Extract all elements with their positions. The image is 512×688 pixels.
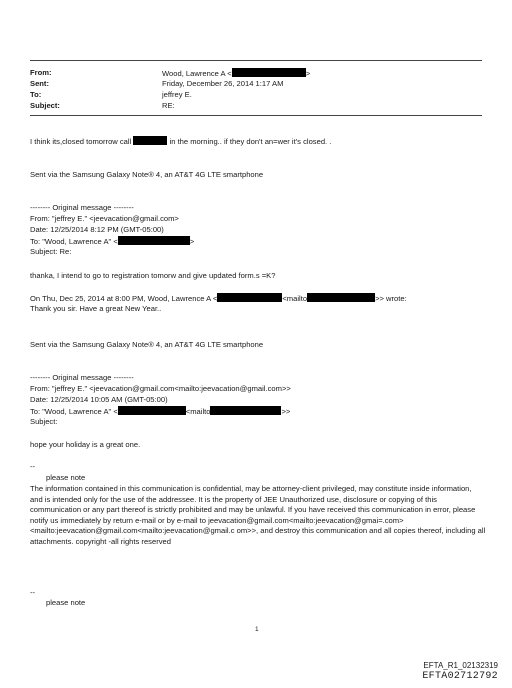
separator-dashes: -- [30, 588, 36, 597]
to-label: To: [30, 90, 42, 99]
orig-subject: Subject: Re: [30, 247, 72, 256]
redaction-block [210, 406, 281, 415]
footer-id-2: EFTA02712792 [422, 671, 498, 682]
orig-date: Date: 12/25/2014 10:05 AM (GMT-05:00) [30, 395, 168, 404]
sent-value: Friday, December 26, 2014 1:17 AM [162, 79, 284, 88]
header-top-rule [30, 60, 482, 61]
signature-line: Sent via the Samsung Galaxy Note® 4, an AT&T 4G LTE smartphone [30, 170, 264, 179]
message-body: thanka, I intend to go to registration tomorw and give updated form.s =K? [30, 271, 276, 280]
to-value: jeffrey E. [162, 90, 192, 99]
orig-to [30, 236, 194, 247]
orig-from: From: "jeffrey E." <jeevacation@gmail.com> [30, 214, 179, 223]
signature-line: Sent via the Samsung Galaxy Note® 4, an AT&T 4G LTE smartphone [30, 340, 264, 349]
original-message-marker: -------- Original message -------- [30, 203, 134, 212]
orig-to-suffix: > [189, 237, 195, 246]
from-name: Wood, Lawrence A < [162, 69, 232, 78]
from-label: From: [30, 68, 52, 77]
orig-to-suffix: >> [281, 407, 291, 416]
from-value [162, 68, 310, 79]
please-note-heading: please note [46, 598, 86, 607]
original-message-marker: -------- Original message -------- [30, 373, 134, 382]
disclaimer-text: The information contained in this communication is confidential, may be attorney-client privileged, may constitute inside information, and is intended only for the use of the addressee. It is the property of JEE Unauthorized use, disclosure or copying of this communication or any part thereof is strictly prohibited and may be unlawful. If you have received this communication in error, please notify us immediately by return e-mail or by e-mail to jeevacation@gmail.com<mailto:jeevacation@gmai=.com><mailto:jeevacation@gmail.com<mailto:jeevacation@gmail.c om>>, and destroy this communication and all copies thereof, including all attachments. copyright -all rights reserved [30, 484, 486, 546]
reply-line-a: I think its,closed tomorrow call [30, 137, 132, 146]
redaction-block [118, 236, 190, 245]
quote-line [30, 293, 407, 304]
redaction-block [232, 68, 306, 77]
orig-to-mailto: <mailto [185, 407, 211, 416]
quote-intro: On Thu, Dec 25, 2014 at 8:00 PM, Wood, Lawrence A < [30, 294, 218, 303]
reply-line-b: in the morning.. if they don't an=wer it's closed. . [169, 137, 332, 146]
orig-to-name: To: "Wood, Lawrence A" < [30, 407, 118, 416]
quote-wrote: >> wrote: [375, 294, 407, 303]
reply-body [30, 136, 331, 147]
subject-label: Subject: [30, 101, 60, 110]
orig-from: From: "jeffrey E." <jeevacation@gmail.com<mailto:jeevacation@gmail.com>> [30, 384, 291, 393]
sent-label: Sent: [30, 79, 49, 88]
message-body: hope your holiday is a great one. [30, 440, 141, 449]
header-bottom-rule [30, 115, 482, 116]
orig-date: Date: 12/25/2014 8:12 PM (GMT-05:00) [30, 225, 164, 234]
orig-subject: Subject: [30, 417, 58, 426]
from-suffix: > [305, 69, 311, 78]
footer-id-1: EFTA_R1_02132319 [423, 661, 498, 670]
quote-thanks: Thank you sir. Have a great New Year.. [30, 304, 162, 313]
orig-to [30, 406, 290, 417]
separator-dashes: -- [30, 462, 36, 471]
orig-to-name: To: "Wood, Lawrence A" < [30, 237, 118, 246]
please-note-heading: please note [46, 473, 86, 482]
redaction-block [133, 136, 167, 145]
page-number: 1 [255, 626, 259, 633]
redaction-block [217, 293, 282, 302]
redaction-block [118, 406, 186, 415]
redaction-block [307, 293, 375, 302]
subject-value: RE: [162, 101, 175, 110]
quote-mailto: <mailto [282, 294, 308, 303]
